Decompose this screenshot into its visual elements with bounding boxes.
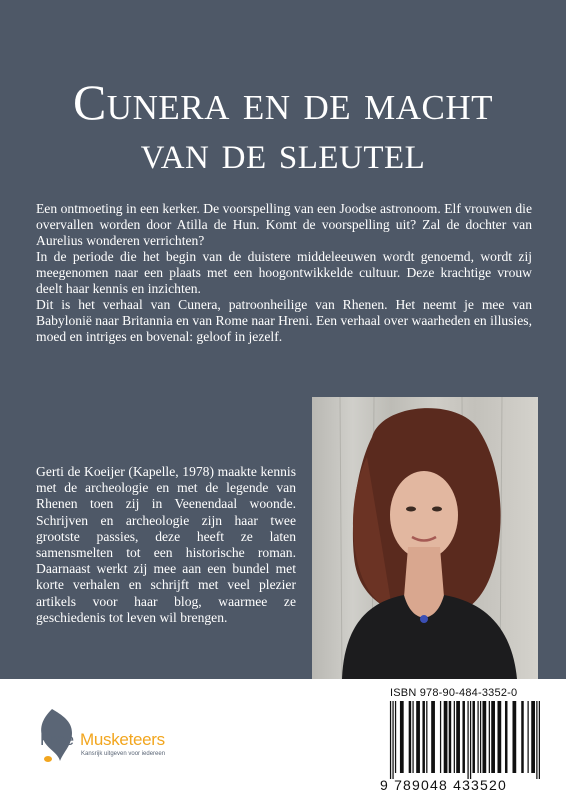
barcode-bar xyxy=(400,701,404,773)
barcode-bar xyxy=(512,701,516,773)
barcode-bar xyxy=(462,701,465,773)
barcode-bar xyxy=(521,701,524,773)
barcode-bar xyxy=(480,701,481,773)
publisher-name-part-1: Free xyxy=(40,730,74,749)
barcode-bar xyxy=(426,701,427,773)
book-title-line-2: van de sleutel xyxy=(140,127,426,179)
barcode-bar xyxy=(392,701,393,779)
isbn-digits: 9 789048 433520 xyxy=(380,777,507,793)
author-bio: Gerti de Koeijer (Kapelle, 1978) maakte kennis met de archeologie en met de legende van Rhenen toen zij in Veenendaal woonde. Schrijven en archeologie zijn haar twee grootste passies, deze heeft ze laten samensmelten tot een historische roman. Daarnaast werkt zij mee aan een bundel met korte verhalen en schrijft met veel plezier artikels voor haar blog, waarmee ze geschiedenis tot leven wil brengen. xyxy=(36,464,296,625)
barcode-bar xyxy=(505,701,508,773)
barcode-bar xyxy=(536,701,537,779)
barcode-bar xyxy=(470,701,471,779)
publisher-name-part-2: Musketeers xyxy=(80,730,165,749)
barcode-bar xyxy=(472,701,475,773)
isbn-barcode xyxy=(388,701,544,779)
barcode-bar xyxy=(416,701,420,773)
author-portrait-illustration xyxy=(312,397,538,679)
blurb xyxy=(36,201,532,345)
blurb-paragraph: In de periode die het begin van de duistere middeleeuwen wordt genoemd, wordt zij meegenomen naar een plaats met een hoogontwikkelde cultuur. Deze krachtige vrouw deelt haar kennis en inzichten. xyxy=(36,249,532,296)
isbn-label: ISBN 978-90-484-3352-0 xyxy=(390,687,518,699)
barcode-bar xyxy=(482,701,486,773)
barcode-bar xyxy=(531,701,535,773)
barcode-bar xyxy=(409,701,412,773)
barcode-bar xyxy=(454,701,455,773)
publisher-tagline: Kansrijk uitgeven voor iedereen xyxy=(81,751,166,757)
barcode-bar xyxy=(431,701,435,773)
barcode-bar xyxy=(497,701,501,773)
barcode-bar xyxy=(440,701,441,773)
barcode-bar xyxy=(412,701,413,773)
author-photo xyxy=(312,397,538,679)
barcode-bar xyxy=(527,701,528,773)
barcode-bar xyxy=(477,701,478,773)
barcode-bar xyxy=(449,701,452,773)
book-title-line-1: Cunera en de macht xyxy=(72,74,494,130)
barcode-bar xyxy=(539,701,540,779)
barcode-bar xyxy=(395,701,396,773)
blurb-paragraph: Dit is het verhaal van Cunera, patroonheilige van Rhenen. Het neemt je mee van Babylonië naar Britannia en van Rome naar Hreni. Een verhaal over waarheden en illusies, moed en intriges en bovenal: geloof in jezelf. xyxy=(36,297,532,344)
barcode-bar xyxy=(489,701,490,773)
barcode-bar xyxy=(467,701,468,779)
barcode-bar xyxy=(422,701,425,773)
barcode-bar xyxy=(491,701,495,773)
barcode-bar xyxy=(444,701,448,773)
blurb-paragraph: Een ontmoeting in een kerker. De voorspelling van een Joodse astronoom. Elf vrouwen die overvallen worden door Atilla de Hun. Komt de voorspelling uit? Zal de dochter van Aurelius wonderen verrichten? xyxy=(36,201,532,248)
barcode-bar xyxy=(390,701,391,779)
barcode-bar xyxy=(456,701,460,773)
